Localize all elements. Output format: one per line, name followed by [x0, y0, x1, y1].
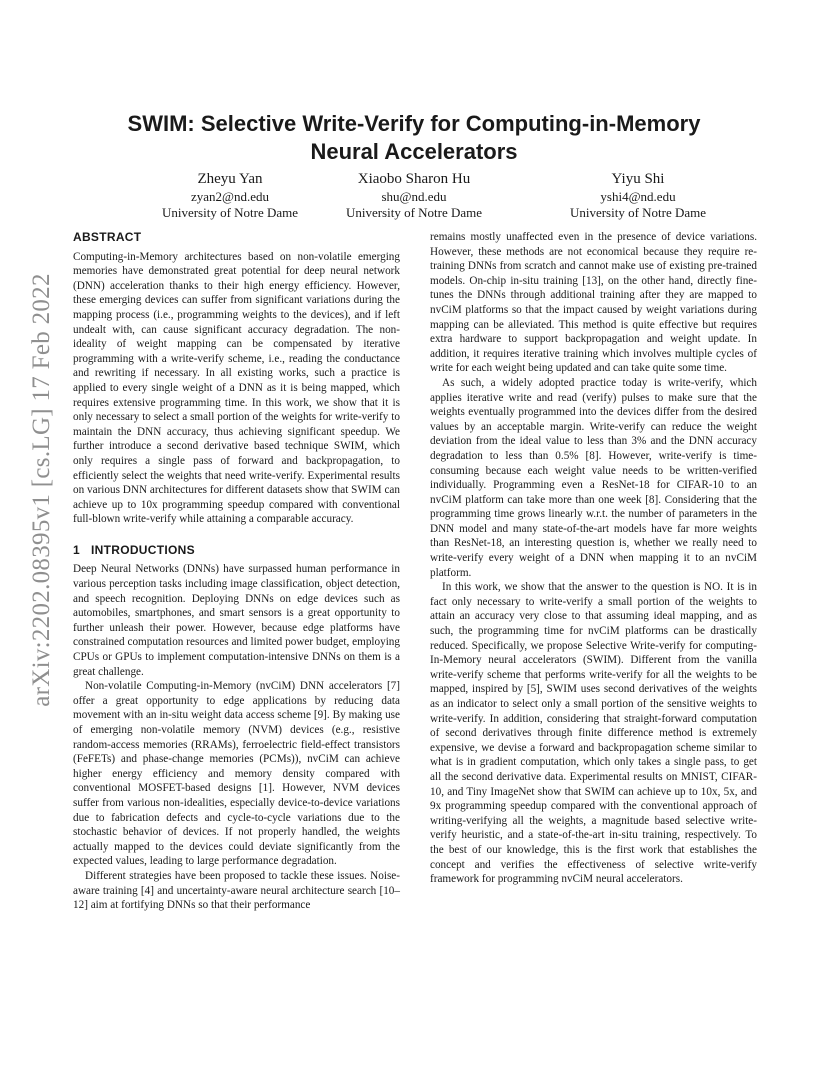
left-column [73, 230, 400, 913]
author-block-3 [518, 169, 758, 221]
author-name: Yiyu Shi [611, 171, 665, 187]
arxiv-sidebar [22, 273, 62, 707]
title-line-2: Neural Accelerators [310, 139, 518, 164]
abstract-text: Computing-in-Memory architectures based on non-volatile emerging memories have demonstrated great potential for deep neural network (DNN) acceleration thanks to their high energy efficiency. However, these emerging devices can suffer from significant variations during the mapping process (i.e., programming weights to the devices), and if left undealt with, can cause significant accuracy degradation. The non-ideality of weight mapping can be compensated by iterative programming with a write-verify scheme, i.e., reading the conductance and rewriting if necessary. In all existing works, such a practice is applied to every single weight of a DNN as it is being mapped, which requires extensive programming time. In this work, we show that it is only necessary to select a small portion of the weights for write-verify to maintain the DNN accuracy, thus achieving significant speedup. We further introduce a second derivative based technique SWIM, which only requires a single pass of forward and backpropagation, to efficiently select the weights that need write-verify. Experimental results on various DNN architectures for different datasets show that SWIM can achieve up to 10x programming speedup compared with conventional full-blown write-verify while attaining a comparable accuracy. [73, 250, 400, 526]
body-paragraph: Non-volatile Computing-in-Memory (nvCiM) DNN accelerators [7] offer a great opportunity to edge applications by reducing data movement with an in-situ weight data access scheme [9]. By making use of emerging non-volatile memory (NVM) devices (e.g., resistive random-access memories (RRAMs), ferroelectric field-effect transistors (FeFETs) and phase-change memories (PCMs)), nvCiM can achieve higher energy efficiency and memory density compared with conventional MOSFET-based designs [1]. However, NVM devices suffer from various non-idealities, especially device-to-device variations due to fabrication defects and cycle-to-cycle variations due to the stochastic behavior of devices. If not properly handled, the weights actually mapped to the devices could deviate significantly from the expected values, leading to large performance degradation. [73, 680, 400, 868]
author-email[interactable]: shu@nd.edu [381, 189, 447, 204]
body-paragraph: Deep Neural Networks (DNNs) have surpassed human performance in various perception tasks including image classification, object detection, and speech recognition. Deploying DNNs on edge devices such as automobiles, smartphones, and smart sensors is a great opportunity to further unleash their power. However, because edge platforms have constrained computation resources and limited power budget, employing CPUs or GPUs to implement computation-intensive DNNs on them is a great challenge. [73, 563, 400, 678]
author-affiliation: University of Notre Dame [345, 205, 483, 220]
section-title: INTRODUCTIONS [91, 542, 195, 557]
right-column [430, 230, 757, 887]
body-paragraph: In this work, we show that the answer to the question is NO. It is in fact only necessary to write-verify a small portion of the weights to attain an accuracy very close to that assuming ideal mapping, and as such, the programming time for nvCiM platforms can be drastically reduced. Specifically, we propose Selective Write-verify for computing-In-Memory neural accelerators (SWIM). Different from the vanilla write-verify scheme that performs write-verify for all the weights to be mapped, inspired by [5], SWIM uses second derivatives of the weights as an indicator to select only a small portion of the sensitive weights to write-verify. In addition, considering that straight-forward computation of second derivatives through finite difference method is extremely expensive, we devise a forward and backpropagation scheme similar to what is in gradient computation, which only takes a single pass, to get all the second derivative data. Experimental results on MNIST, CIFAR-10, and Tiny ImageNet show that SWIM can achieve up to 10x, 5x, and 9x programming speedup compared with the conventional approach of writing-verifying all the weights, a magnitude based selective write-verify heuristic, and a state-of-the-art in-situ training, respectively. To the best of our knowledge, this is the first work that establishes the concept and verifies the effectiveness of selective write-verify framework for programming nvCiM neural accelerators. [430, 581, 757, 886]
author-affiliation: University of Notre Dame [569, 205, 707, 220]
author-email[interactable]: yshi4@nd.edu [600, 189, 676, 204]
paper-title [100, 110, 728, 166]
author-block-2 [294, 169, 534, 221]
author-name: Zheyu Yan [197, 171, 263, 187]
arxiv-identifier[interactable]: arXiv:2202.08395v1 [cs.LG] 17 Feb 2022 [28, 273, 55, 707]
body-paragraph: remains mostly unaffected even in the presence of device variations. However, these methods are not economical because they require re-training DNNs from scratch and cannot make use of existing pre-trained models. On-chip in-situ training [13], on the other hand, directly fine-tunes the DNNs through additional training after they are mapped to nvCiM platforms so that the impact caused by weight variations during mapping can be alleviated. This method is quite effective but requires extra hardware to support backpropagation and weight update. In addition, it requires iterative training which involves multiple cycles of write for each weight being updated and can take quite some time. [430, 231, 757, 375]
body-paragraph: As such, a widely adopted practice today is write-verify, which applies iterative write and read (verify) pulses to make sure that the weights eventually programmed into the devices differ from the desired values by an acceptable margin. Write-verify can reduce the weight deviation from the ideal value to less than 3% and the DNN accuracy degradation to less than 0.5% [8]. However, write-verify is time-consuming because each weight value needs to be written-verified individually. Programming even a ResNet-18 for CIFAR-10 to an nvCiM platform can take more than one week [8]. Considering that the programming time grows linearly w.r.t. the number of parameters in the DNN model and many state-of-the-art models have far more weights than ResNet-18, an interesting question is, whether we really need to write-verify every weight of a DNN when mapping it to an nvCiM platform. [430, 376, 757, 579]
author-affiliation: University of Notre Dame [161, 205, 299, 220]
author-name: Xiaobo Sharon Hu [357, 171, 471, 187]
title-line-1: SWIM: Selective Write-Verify for Computing-in-Memory [127, 111, 701, 136]
section-number: 1 [73, 542, 80, 557]
section-heading [73, 543, 400, 558]
body-paragraph: Different strategies have been proposed to tackle these issues. Noise-aware training [4] and uncertainty-aware neural architecture search [10–12] aim at fortifying DNNs so that their performance [73, 869, 400, 912]
author-email[interactable]: zyan2@nd.edu [190, 189, 270, 204]
abstract-heading: ABSTRACT [73, 230, 142, 244]
